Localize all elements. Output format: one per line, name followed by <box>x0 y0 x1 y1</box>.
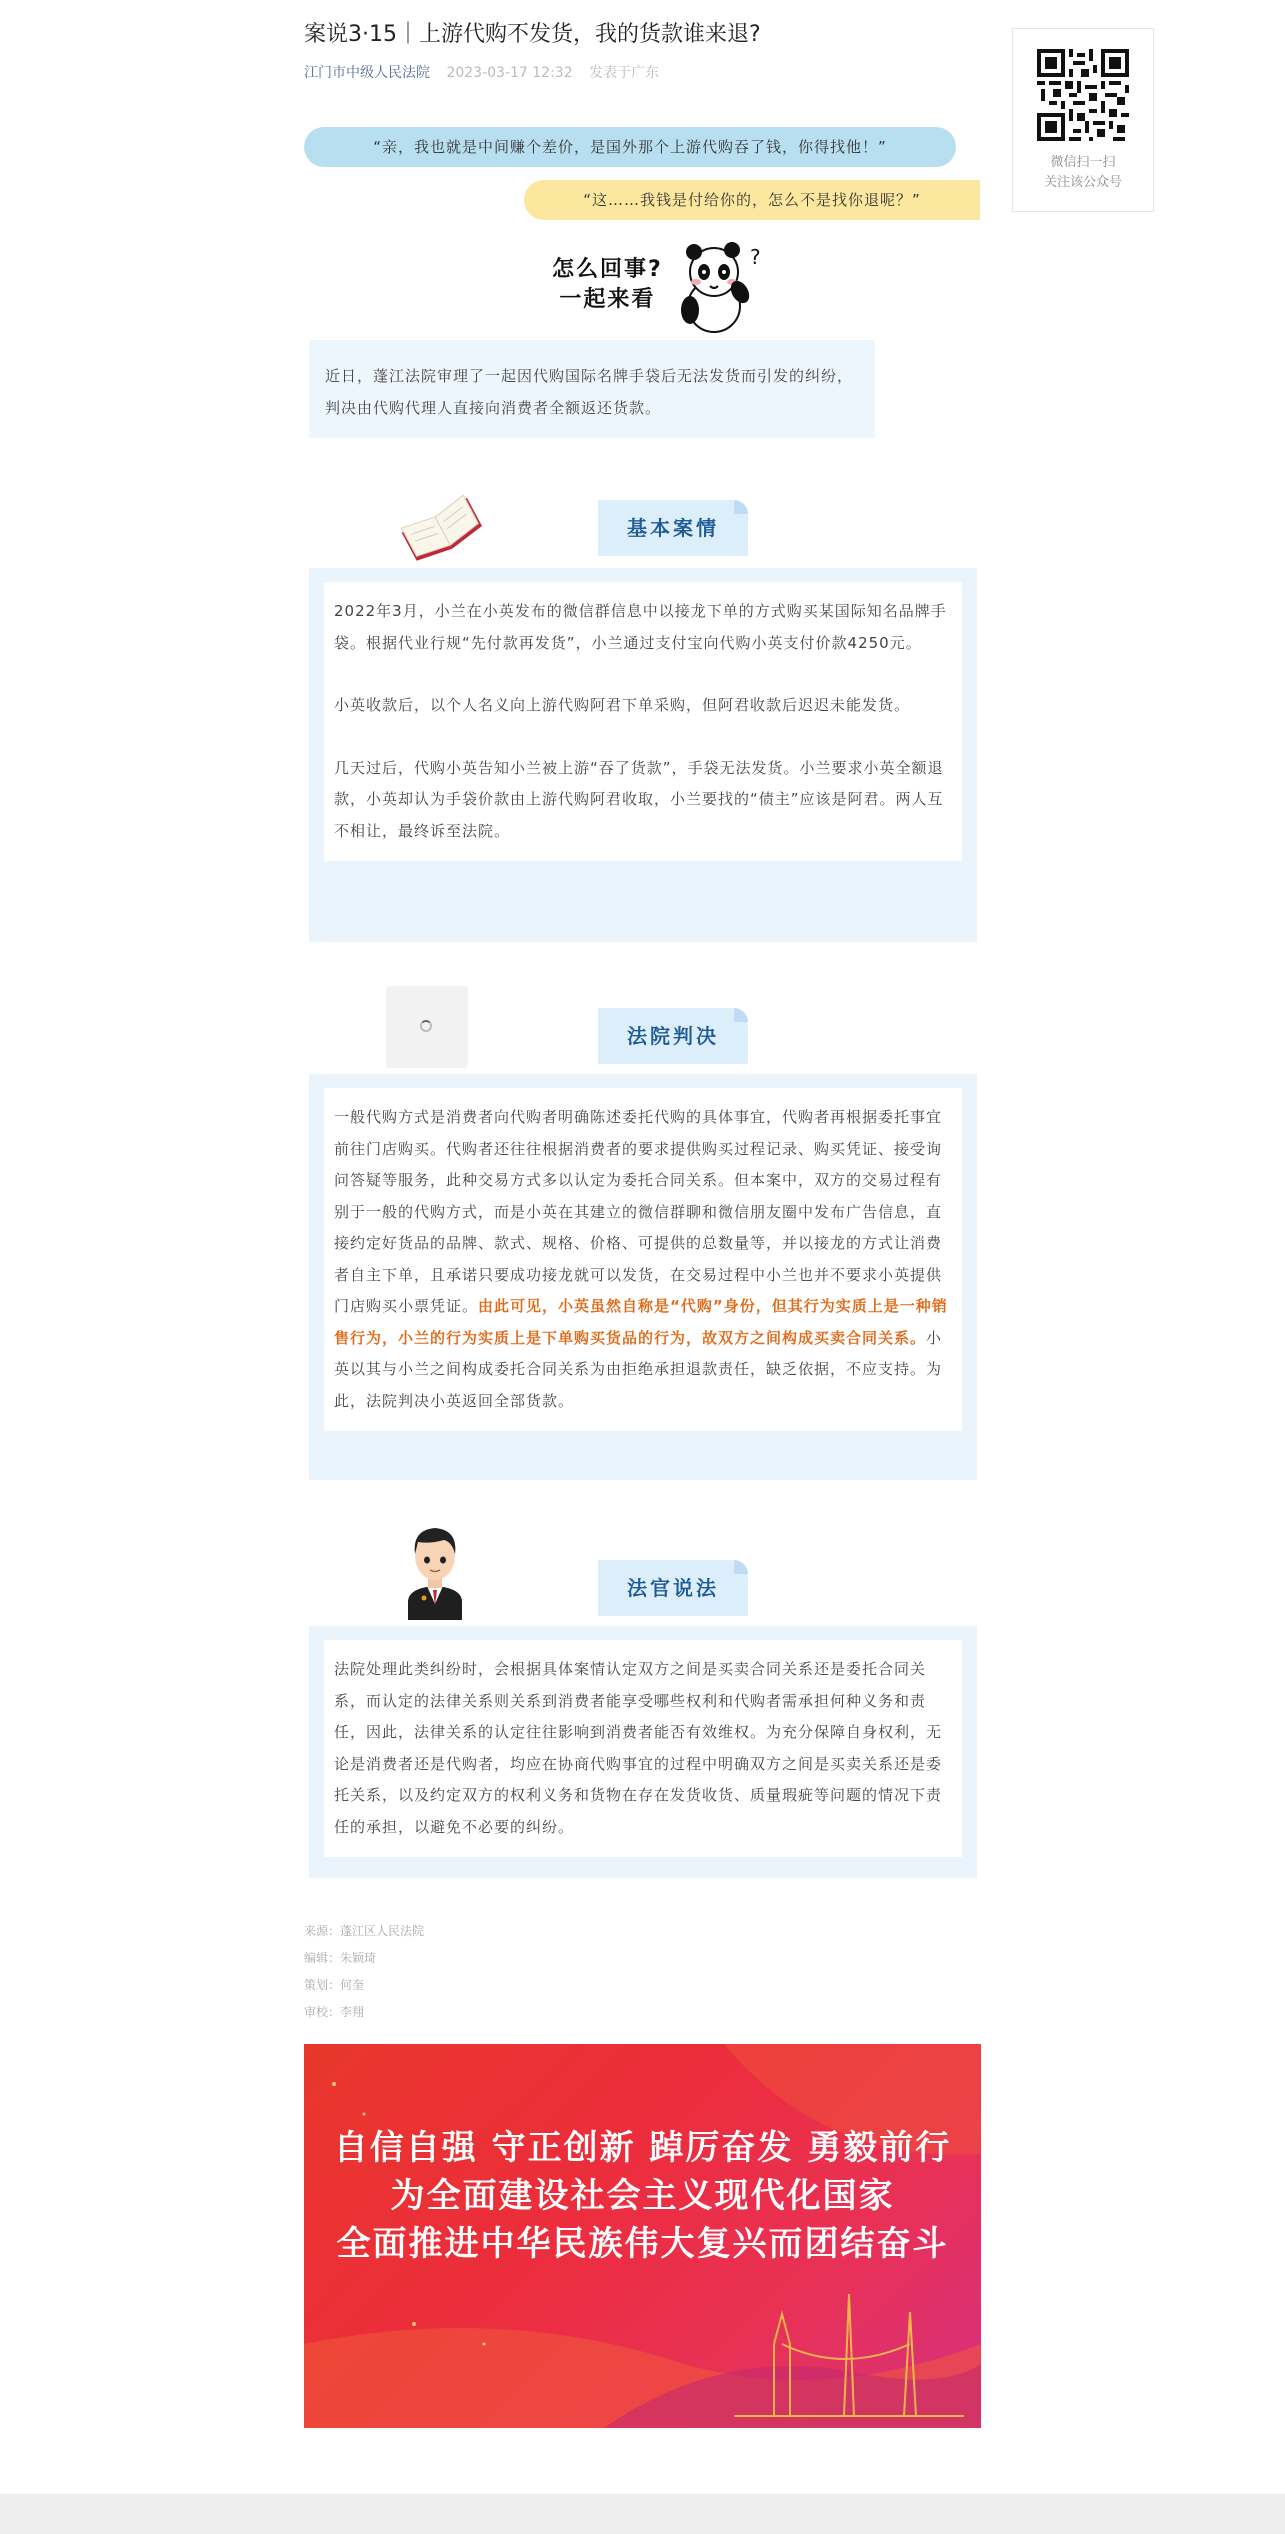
credit-reviewer: 审校：李翔 <box>304 2005 365 2019</box>
section-card-judgment <box>309 1074 977 1480</box>
banner-line-3: 全面推进中华民族伟大复兴而团结奋斗 <box>336 2224 949 2264</box>
qr-caption-line1: 微信扫一扫 <box>1050 155 1116 170</box>
section-card-facts <box>309 568 977 942</box>
judge-avatar-icon <box>400 1520 470 1620</box>
qr-code-panel <box>1012 28 1154 212</box>
qr-caption-line2: 关注该公众号 <box>1043 175 1122 190</box>
intro-graphic-line1: 怎么回事? <box>552 257 663 282</box>
judgment-text-a: 一般代购方式是消费者向代购者明确陈述委托代购的具体事宜，代购者再根据委托事宜前往门店购买。代购者还往往根据消费者的要求提供购买过程记录、购买凭证、接受询问答疑等服务，此种交易方式多以认定为委托合同关系。但本案中，双方的交易过程有别于一般的代购方式，而是小英在其建立的微信群聊和微信朋友圈中发布广告信息，直接约定好货品的品牌、款式、规格、价格、可提供的总数量等，并以接龙的方式让消费者自主下单，且承诺只要成功接龙就可以发货，在交易过程中小兰也并不要求小英提供门店购买小票凭证。 <box>334 1108 943 1315</box>
intro-graphic-text <box>552 255 663 315</box>
section-title-judge: 法官说法 <box>598 1560 748 1616</box>
qr-code-icon <box>1037 49 1129 141</box>
credit-source: 来源：蓬江区人民法院 <box>304 1924 425 1938</box>
promo-banner <box>304 2044 981 2428</box>
section-card-judge <box>309 1626 977 1878</box>
panda-icon <box>670 236 770 336</box>
judgment-paragraph <box>334 1102 952 1417</box>
svg-text:?: ? <box>750 245 761 269</box>
publish-date: 2023-03-17 12:32 <box>446 65 573 81</box>
intro-graphic-line2: 一起来看 <box>559 287 656 312</box>
book-icon <box>394 484 484 564</box>
dialog-bubble-seller: “亲，我也就是中间赚个差价，是国外那个上游代购吞了钱，你得找他！” <box>304 127 956 167</box>
credit-planner: 策划：何奎 <box>304 1978 365 1992</box>
intro-box: 近日，蓬江法院审理了一起因代购国际名牌手袋后无法发货而引发的纠纷，判决由代购代理人直接向消费者全额返还货款。 <box>309 340 875 438</box>
section-body-judge: 法院处理此类纠纷时，会根据具体案情认定双方之间是买卖合同关系还是委托合同关系，而认定的法律关系则关系到消费者能享受哪些权利和代购者需承担何种义务和责任，因此，法律关系的认定往往影响到消费者能否有效维权。为充分保障自身权利，无论是消费者还是代购者，均应在协商代购事宜的过程中明确双方之间是买卖关系还是委托关系，以及约定双方的权利义务和货物在存在发货收货、质量瑕疵等问题的情况下责任的承担，以避免不必要的纠纷。 <box>324 1640 962 1857</box>
section-body-facts <box>324 582 962 861</box>
facts-paragraph-1: 2022年3月，小兰在小英发布的微信群信息中以接龙下单的方式购买某国际知名品牌手袋。根据代业行规“先付款再发货”，小兰通过支付宝向代购小英支付价款4250元。 <box>334 602 947 652</box>
credit-editor: 编辑：朱颖琦 <box>304 1951 377 1965</box>
facts-paragraph-2: 小英收款后，以个人名义向上游代购阿君下单采购，但阿君收款后迟迟未能发货。 <box>334 696 911 714</box>
judgment-highlight: 由此可见，小英虽然自称是“代购”身份，但其行为实质上是一种销售行为，小兰的行为实质上是下单购买货品的行为，故双方之间构成买卖合同关系。 <box>334 1297 948 1347</box>
article-title: 案说3·15｜上游代购不发货，我的货款谁来退? <box>304 22 761 47</box>
facts-paragraph-3: 几天过后，代购小英告知小兰被上游“吞了货款”，手袋无法发货。小兰要求小英全额退款，小英却认为手袋价款由上游代购阿君收取，小兰要找的“债主”应该是阿君。两人互不相让，最终诉至法院。 <box>334 758 944 840</box>
credits <box>304 1918 424 2026</box>
image-placeholder <box>386 986 468 1068</box>
publish-location: 发表于广东 <box>589 65 660 81</box>
bottom-bar <box>0 2494 1285 2534</box>
banner-line-2: 为全面建设社会主义现代化国家 <box>390 2176 895 2216</box>
dialog-bubble-buyer: “这……我钱是付给你的，怎么不是找你退呢？” <box>524 180 980 220</box>
banner-line-1: 自信自强 守正创新 踔厉奋发 勇毅前行 <box>333 2128 952 2168</box>
author-link[interactable]: 江门市中级人民法院 <box>304 65 430 81</box>
section-title-facts: 基本案情 <box>598 500 748 556</box>
article-meta <box>304 62 659 82</box>
loading-spinner-icon <box>420 1020 432 1032</box>
section-body-judgment <box>324 1088 962 1431</box>
section-title-judgment: 法院判决 <box>598 1008 748 1064</box>
judgment-text-c: 小英以其与小兰之间构成委托合同关系为由拒绝承担退款责任，缺乏依据，不应支持。为此，法院判决小英返回全部货款。 <box>334 1328 943 1410</box>
